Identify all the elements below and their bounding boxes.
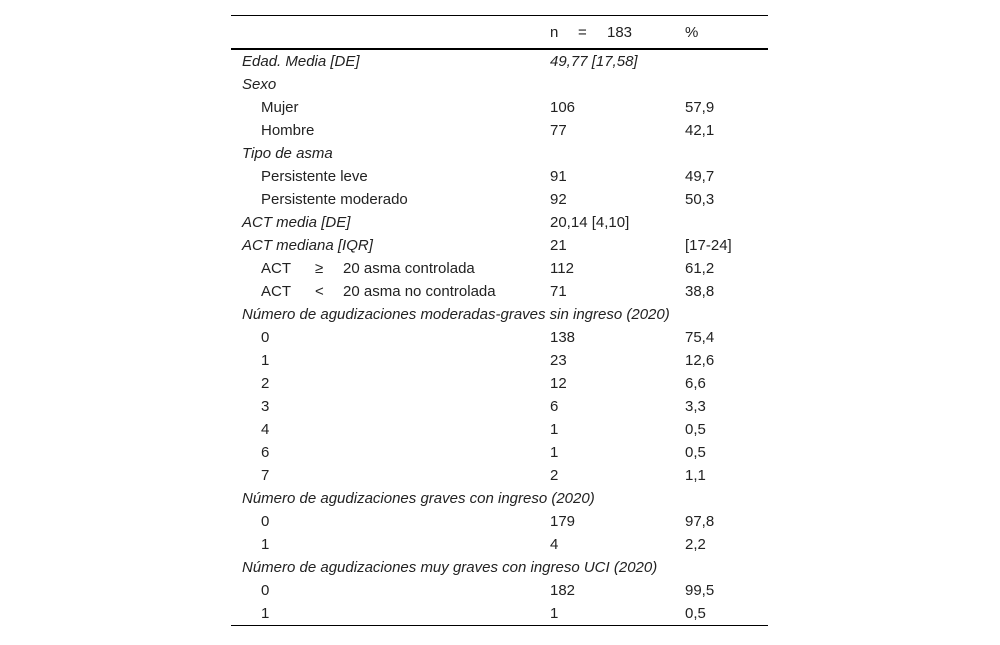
act-comparator: < xyxy=(315,283,324,300)
row-pct-value: 3,3 xyxy=(685,398,706,415)
table-row xyxy=(231,441,768,464)
row-n-value: 92 xyxy=(550,191,567,208)
data-table-container xyxy=(231,15,768,626)
row-pct-value: 97,8 xyxy=(685,513,715,530)
table-row xyxy=(231,602,768,626)
row-n-value xyxy=(539,73,675,96)
row-pct-value: 12,6 xyxy=(685,352,715,369)
row-label: 4 xyxy=(261,421,270,438)
row-n-value: 1 xyxy=(550,444,559,461)
table-row xyxy=(231,188,768,211)
act-comparator: ≥ xyxy=(315,260,324,277)
row-n-value: 138 xyxy=(550,329,576,346)
table-row xyxy=(231,119,768,142)
table-row xyxy=(231,372,768,395)
table-row xyxy=(231,303,768,326)
row-n-value: 179 xyxy=(550,513,576,530)
row-label: 1 xyxy=(261,352,270,369)
row-n-value: 4 xyxy=(550,536,559,553)
table-row xyxy=(231,326,768,349)
row-label: Número de agudizaciones graves con ingreso (2020) xyxy=(242,490,595,507)
row-pct-value: 42,1 xyxy=(685,122,715,139)
row-pct-value: 0,5 xyxy=(685,444,706,461)
header-n-cell xyxy=(539,16,675,50)
table-row xyxy=(231,487,768,510)
header-row xyxy=(231,16,768,50)
row-label: Persistente moderado xyxy=(261,191,408,208)
row-label: 7 xyxy=(261,467,270,484)
table-row xyxy=(231,49,768,73)
table-row xyxy=(231,395,768,418)
row-label: Tipo de asma xyxy=(242,145,333,162)
act-threshold-text: 20 asma controlada xyxy=(343,260,475,277)
act-label: ACT xyxy=(261,260,291,277)
row-pct-value: 1,1 xyxy=(685,467,706,484)
table-row xyxy=(231,418,768,441)
row-pct-value: 2,2 xyxy=(685,536,706,553)
row-label: Número de agudizaciones moderadas-graves sin ingreso (2020) xyxy=(242,306,670,323)
row-n-value: 2 xyxy=(550,467,559,484)
table-row xyxy=(231,165,768,188)
row-label: Sexo xyxy=(242,76,277,93)
row-n-value: 23 xyxy=(550,352,567,369)
row-label: 6 xyxy=(261,444,270,461)
row-label xyxy=(231,280,539,303)
row-label: Hombre xyxy=(261,122,315,139)
header-label-cell xyxy=(231,16,539,50)
row-n-value: 106 xyxy=(550,99,576,116)
row-label: 2 xyxy=(261,375,270,392)
row-pct-value: 6,6 xyxy=(685,375,706,392)
row-label xyxy=(231,257,539,280)
row-pct-value: 99,5 xyxy=(685,582,715,599)
row-pct-value: [17-24] xyxy=(685,237,732,254)
row-label: 0 xyxy=(261,513,270,530)
row-n-value: 20,14 [4,10] xyxy=(550,214,630,231)
act-threshold-text: 20 asma no controlada xyxy=(343,283,496,300)
row-label: Persistente leve xyxy=(261,168,368,185)
row-pct-value: 0,5 xyxy=(685,421,706,438)
row-pct-value xyxy=(675,73,768,96)
table-row xyxy=(231,510,768,533)
header-n-eq: = xyxy=(578,23,587,41)
row-pct-value: 50,3 xyxy=(685,191,715,208)
row-n-value: 12 xyxy=(550,375,567,392)
row-n-value xyxy=(539,142,675,165)
row-n-value: 1 xyxy=(550,421,559,438)
row-pct-value xyxy=(675,49,768,73)
row-label: Número de agudizaciones muy graves con ingreso UCI (2020) xyxy=(242,559,658,576)
table-row xyxy=(231,96,768,119)
data-table xyxy=(231,15,768,626)
row-label: ACT media [DE] xyxy=(242,214,351,231)
row-label: ACT mediana [IQR] xyxy=(242,237,373,254)
table-row xyxy=(231,349,768,372)
row-n-value: 71 xyxy=(550,283,567,300)
row-label: 1 xyxy=(261,536,270,553)
table-row xyxy=(231,533,768,556)
table-row xyxy=(231,73,768,96)
row-n-value: 182 xyxy=(550,582,576,599)
row-label: 0 xyxy=(261,582,270,599)
table-row xyxy=(231,142,768,165)
row-n-value: 112 xyxy=(550,260,574,277)
row-label: Edad. Media [DE] xyxy=(242,53,360,70)
table-row xyxy=(231,257,768,280)
row-pct-value xyxy=(675,211,768,234)
table-row xyxy=(231,556,768,579)
row-pct-value: 61,2 xyxy=(685,260,715,277)
row-pct-value: 75,4 xyxy=(685,329,715,346)
row-pct-value: 57,9 xyxy=(685,99,715,116)
row-pct-value: 0,5 xyxy=(675,602,768,626)
row-pct-value: 38,8 xyxy=(685,283,715,300)
table-row xyxy=(231,234,768,257)
row-label: 3 xyxy=(261,398,270,415)
row-label: 0 xyxy=(261,329,270,346)
header-n-value: 183 xyxy=(607,23,633,41)
act-label: ACT xyxy=(261,283,291,300)
row-pct-value xyxy=(675,142,768,165)
header-pct-cell: % xyxy=(675,16,768,50)
row-n-value: 77 xyxy=(550,122,567,139)
row-label: 1 xyxy=(231,602,539,626)
table-header xyxy=(231,16,768,50)
row-pct-value: 49,7 xyxy=(685,168,715,185)
row-n-value: 49,77 [17,58] xyxy=(550,53,638,70)
row-n-value: 21 xyxy=(550,237,567,254)
row-n-value: 1 xyxy=(539,602,675,626)
row-n-value: 91 xyxy=(550,168,567,185)
table-row xyxy=(231,280,768,303)
header-n-label: n xyxy=(550,23,559,41)
table-row xyxy=(231,211,768,234)
table-row xyxy=(231,464,768,487)
table-row xyxy=(231,579,768,602)
table-body xyxy=(231,49,768,626)
row-n-value: 6 xyxy=(550,398,559,415)
row-label: Mujer xyxy=(261,99,299,116)
